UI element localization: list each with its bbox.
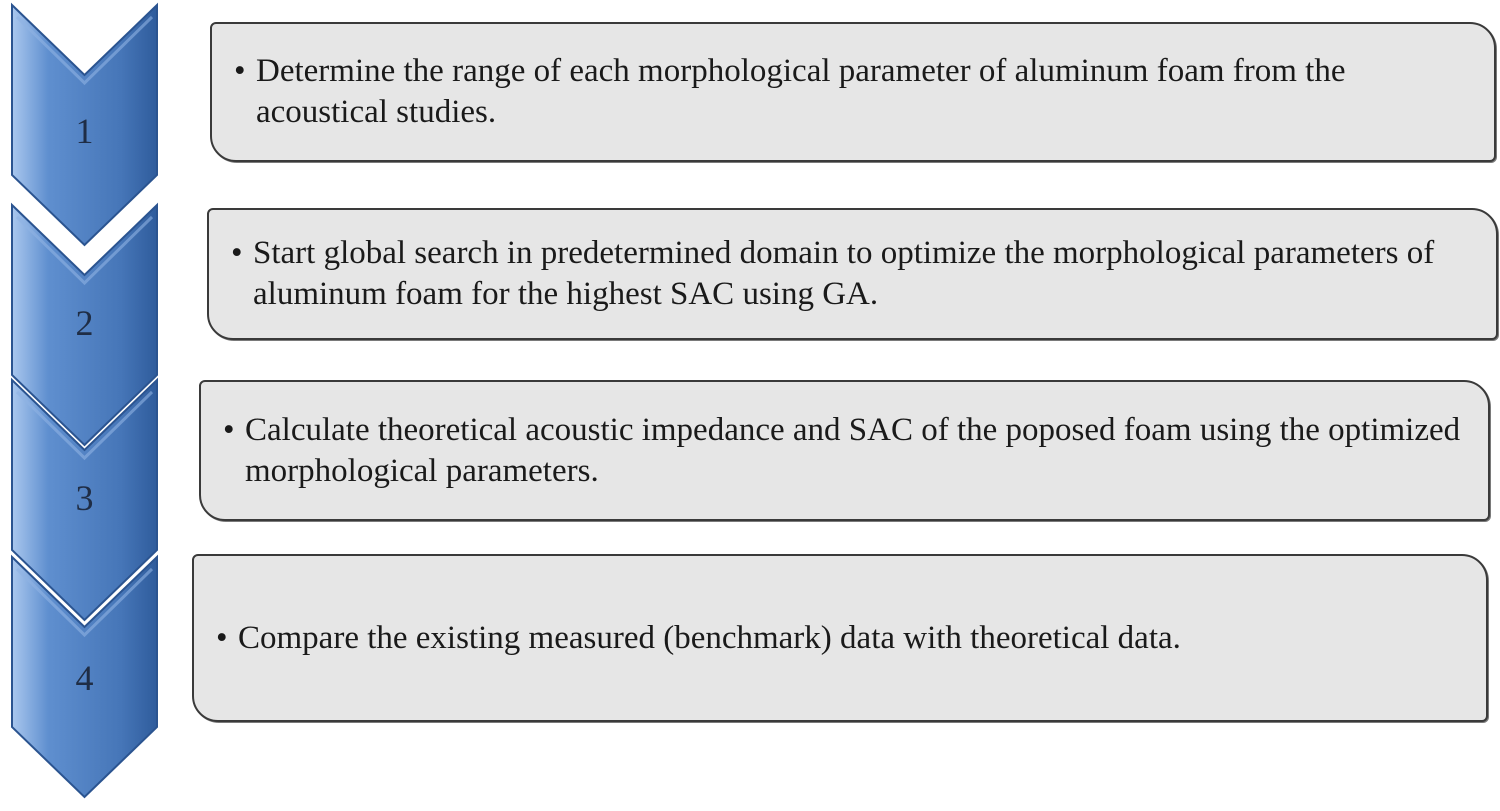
bullet-icon: • (223, 411, 235, 448)
step-1-text-block (234, 51, 1478, 133)
step-4-box (192, 554, 1488, 722)
step-4-number: 4 (75, 658, 94, 698)
step-2-box (207, 208, 1498, 340)
step-1-text: Determine the range of each morphological parameter of aluminum foam from the acoustical studies. (256, 53, 1346, 130)
bullet-icon: • (216, 619, 228, 656)
step-1-box (210, 22, 1496, 162)
step-3-number: 3 (75, 478, 94, 518)
bullet-icon: • (231, 235, 243, 271)
step-2-text-block (231, 233, 1480, 315)
step-3-text: Calculate theoretical acoustic impedance and SAC of the poposed foam using the optimized morphological parameters. (245, 411, 1461, 489)
step-4-text: Compare the existing measured (benchmark) data with theoretical data. (238, 619, 1181, 656)
step-2-number: 2 (75, 303, 94, 343)
step-3-box (199, 380, 1490, 521)
step-2-text: Start global search in predetermined domain to optimize the morphological parameters of aluminum foam for the highest SAC using GA. (253, 235, 1435, 312)
step-4-text-block (216, 618, 1181, 659)
step-1-number: 1 (75, 111, 94, 151)
step-3-text-block (223, 410, 1472, 492)
bullet-icon: • (234, 53, 246, 89)
process-chevrons (0, 0, 170, 811)
